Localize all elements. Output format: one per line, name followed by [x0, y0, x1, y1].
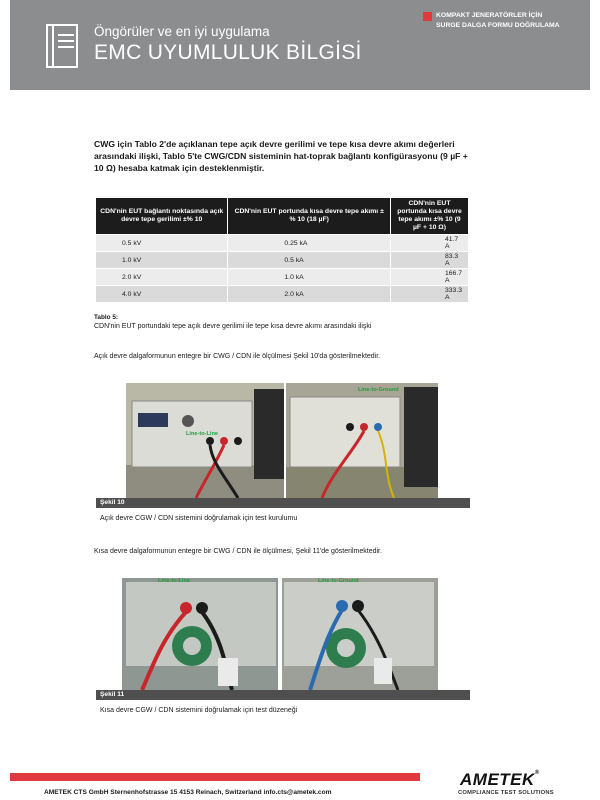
intro-paragraph: CWG için Tablo 2'de açıklanan tepe açık devre gerilimi ve tepe kısa devre akımı değerleri arasındaki ilişki, Tablo 5'te CWG/CDN sisteminin hat-toprak bağlantı konfigürasyonu (9 µF + 10 Ω) hesaba katmak için desteklenmiştir. — [94, 139, 468, 173]
table-cell: 333.3 A — [390, 286, 468, 303]
table-cell: 1.0 kA — [228, 269, 391, 286]
header-banner — [10, 0, 590, 90]
logo-subtitle: COMPLIANCE TEST SOLUTIONS — [458, 790, 554, 796]
table-row — [96, 252, 468, 269]
figure10-caption: Açık devre CGW / CDN sistemini doğrulamak için test kurulumu — [100, 515, 298, 522]
footer-address: AMETEK CTS GmbH Sternenhofstrasse 15 4153 Reinach, Switzerland info.cts@ametek.com — [44, 789, 332, 796]
table-header-cell: CDN'nin EUT bağlantı noktasında açık devre tepe gerilimi ±% 10 — [96, 198, 228, 235]
table-cell: 41.7 A — [390, 235, 468, 252]
figure11-caption: Kısa devre CGW / CDN sistemini doğrulamak için test düzeneği — [100, 707, 298, 714]
table-cell: 4.0 kV — [96, 286, 228, 303]
figure11-label: Şekil 11 — [96, 690, 470, 700]
header-subtitle: Öngörüler ve en iyi uygulama — [94, 24, 270, 39]
table-cell: 83.3 A — [390, 252, 468, 269]
table-row — [96, 286, 468, 303]
table-header-cell: CDN'nin EUT portunda kısa devre tepe akımı ±% 10 (18 µF) — [228, 198, 391, 235]
figure10-photo — [126, 383, 438, 498]
table-cell: 0.25 kA — [228, 235, 391, 252]
spec-table — [96, 198, 468, 302]
table-header-row — [96, 198, 468, 235]
footer-red-bar — [10, 773, 420, 781]
header-topic-line2: SURGE DALGA FORMU DOĞRULAMA — [436, 22, 560, 29]
table-cell: 1.0 kV — [96, 252, 228, 269]
table-cell: 2.0 kA — [228, 286, 391, 303]
registered-mark: ® — [534, 770, 540, 776]
table-header-cell: CDN'nin EUT portunda kısa devre tepe akımı ±% 10 (9 µF + 10 Ω) — [390, 198, 468, 235]
figure10-tag-right: Line-to-Ground — [358, 387, 399, 393]
ametek-logo — [460, 770, 540, 790]
figure11-tag-right: Line-to-Ground — [318, 578, 359, 584]
header-title: EMC UYUMLULUK BİLGİSİ — [94, 41, 362, 64]
table-cell: 166.7 A — [390, 269, 468, 286]
logo-text: AMETEK — [460, 770, 535, 789]
figure11-photo — [122, 578, 438, 690]
table-row — [96, 269, 468, 286]
figure11-intro: Kısa devre dalgaformunun entegre bir CWG / CDN ile ölçülmesi, Şekil 11'de gösterilmektedir. — [94, 548, 382, 555]
document-icon — [46, 24, 78, 68]
table-cell: 0.5 kV — [96, 235, 228, 252]
figure11-tag-left: Line-to-Line — [158, 578, 191, 584]
table-cell: 0.5 kA — [228, 252, 391, 269]
table-caption-label: Tablo 5: — [94, 314, 119, 321]
table-row — [96, 235, 468, 252]
header-topic — [436, 11, 596, 31]
table-caption-text: CDN'nin EUT portundaki tepe açık devre gerilimi ile tepe kısa devre akımı arasındaki ilişki — [94, 323, 372, 330]
table-cell: 2.0 kV — [96, 269, 228, 286]
figure10-tag-left: Line-to-Line — [186, 431, 219, 437]
header-topic-line1: KOMPAKT JENERATÖRLER İÇİN — [436, 12, 543, 19]
figure10-intro: Açık devre dalgaformunun entegre bir CWG / CDN ile ölçülmesi Şekil 10'da gösterilmektedir. — [94, 353, 381, 360]
red-square-icon — [423, 12, 432, 21]
figure10-label: Şekil 10 — [96, 498, 470, 508]
